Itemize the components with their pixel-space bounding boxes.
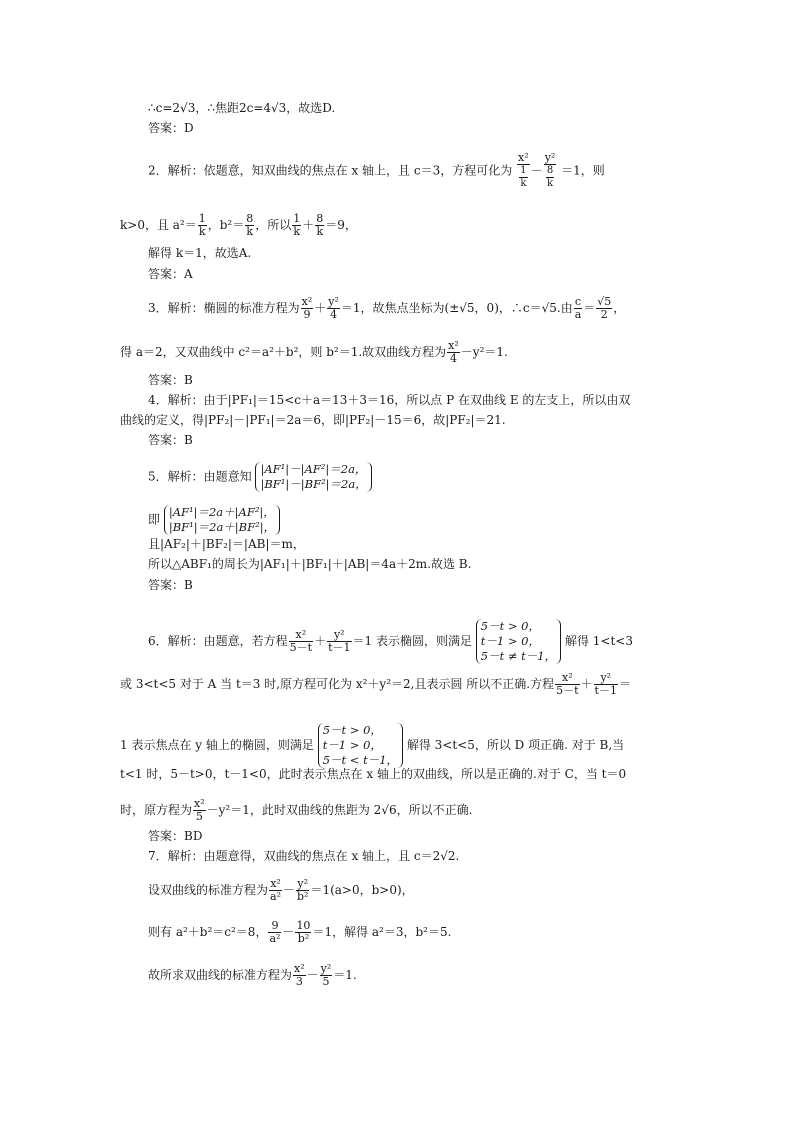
q5-line-4: 所以△ABF₁的周长为|AF₁|＋|BF₁|＋|AB|＝4a＋2m.故选 B.: [148, 557, 472, 571]
fraction: $\frac{\text{y²}}{\text{b²}}$: [297, 877, 309, 903]
fraction: $\frac{\text{x²}}{5}$: [194, 797, 205, 823]
q2-line-1: 2．解析：依题意，知双曲线的焦点在 x 轴上，且 c＝3，方程可化为 x² 1 k － y² 8 k ＝1，则: [148, 151, 605, 189]
equation-system: |AF¹|－|AF²|＝2a， |BF¹|－|BF²|＝2a，: [255, 462, 371, 492]
answer-3: 答案：B: [148, 373, 193, 387]
fraction: $\frac{10}{\text{b²}}$: [296, 919, 311, 945]
q2-line-2: k>0，且 a²＝ $\frac{1}{k}$ ，b²＝ $\frac{8}{k}$ ，所以 $\frac{1}{k}$ ＋ $\frac{8}{k}$ ＝9，: [120, 212, 357, 238]
answer-2: 答案：A: [148, 267, 193, 281]
answer-6: 答案：BD: [148, 829, 203, 843]
fraction: $\frac{8}{k}$: [246, 212, 254, 238]
fraction: $\frac{\text{y²}}{5}$: [320, 962, 332, 988]
q5-line-2: 即 |AF¹|＝2a＋|AF²|， |BF¹|＝2a＋|BF²|，: [148, 505, 280, 535]
answer-5: 答案：B: [148, 578, 193, 592]
q4-line-1: 4．解析：由于|PF₁|＝15<c＋a＝13＋3＝16，所以点 P 在双曲线 E 的左支上，所以由双: [148, 393, 631, 407]
q5-line-1: 5．解析：由题意知 |AF¹|－|AF²|＝2a， |BF¹|－|BF²|＝2a，: [148, 462, 372, 492]
fraction: $\frac{\text{x²}}{\text{a²}}$: [270, 877, 281, 903]
q7-line-2: 设双曲线的标准方程为 $\frac{\text{x²}}{\text{a²}}$ － $\frac{\text{y²}}{\text{b²}}$ ＝1(a>0，b>0)，: [148, 877, 414, 903]
q2-line-3: 解得 k＝1，故选A.: [148, 246, 252, 260]
fraction: $\frac{\text{x²}}{9}$: [301, 295, 313, 321]
q6-line-4: t<1 时，5－t>0，t－1<0，此时表示焦点在 x 轴上的双曲线，所以是正确的.对于 C，当 t＝0: [120, 767, 627, 781]
fraction: $\frac{\text{x²}}{3}$: [294, 962, 305, 988]
q3-line-1: 3．解析：椭圆的标准方程为 $\frac{\text{x²}}{9}$ ＋ $\frac{\text{y²}}{4}$ ＝1，故焦点坐标为(±√5，0)，∴c＝√5.由 $\frac{c}{a}$ ＝ $\frac{√5}{2}$ ，: [148, 295, 626, 321]
q6-line-1: 6．解析：由题意，若方程 $\frac{\text{x²}}{5-t}$ ＋ $\frac{\text{y²}}{t-1}$ ＝1 表示椭圆，则满足 5－t > 0， t－1 > 0， 5－t ≠ t－1， 解得 1<t<3: [148, 619, 633, 663]
fraction: $\frac{\text{x²}}{5-t}$: [556, 671, 579, 697]
fraction: $\frac{√5}{2}$: [597, 295, 612, 321]
fraction: $\frac{c}{a}$: [574, 295, 582, 321]
q2-text-b: ＝1，则: [561, 163, 605, 178]
fraction: $\frac{9}{\text{a²}}$: [269, 919, 281, 945]
fraction: $\frac{\text{x²}}{5-t}$: [289, 628, 313, 654]
fraction: $\frac{\text{y²}}{4}$: [328, 295, 339, 321]
q2-text-a: 2．解析：依题意，知双曲线的焦点在 x 轴上，且 c＝3，方程可化为: [148, 163, 513, 178]
equation-system: 5－t > 0， t－1 > 0， 5－t < t－1，: [318, 723, 403, 768]
fraction: $\frac{\text{y²}}{t-1}$: [328, 628, 351, 654]
q7-line-4: 故所求双曲线的标准方程为 $\frac{\text{x²}}{3}$ － $\frac{\text{y²}}{5}$ ＝1.: [148, 962, 357, 988]
fraction: $\frac{1}{k}$: [293, 212, 301, 238]
fraction: $\frac{\text{y²}}{t-1}$: [594, 671, 617, 697]
fraction: $\frac{8}{k}$: [316, 212, 324, 238]
q4-line-2: 曲线的定义，得|PF₂|－|PF₁|＝2a＝6，即|PF₂|－15＝6，故|PF₂|＝21.: [120, 413, 506, 427]
q5-line-3: 且|AF₂|＋|BF₂|＝|AB|＝m，: [148, 537, 305, 551]
q6-line-5: 时，原方程为 $\frac{\text{x²}}{5}$ －y²＝1，此时双曲线的焦距为 2√6，所以不正确.: [120, 797, 473, 823]
equation-system: |AF¹|＝2a＋|AF²|， |BF¹|＝2a＋|BF²|，: [164, 505, 280, 535]
equation-system: 5－t > 0， t－1 > 0， 5－t ≠ t－1，: [476, 619, 561, 664]
answer-4: 答案：B: [148, 433, 193, 447]
fraction: x² 1 k: [518, 151, 529, 189]
q7-line-3: 则有 a²＋b²＝c²＝8， $\frac{9}{\text{a²}}$ － $\frac{10}{\text{b²}}$ ＝1，解得 a²＝3，b²＝5.: [148, 919, 452, 945]
fraction: $\frac{1}{k}$: [198, 212, 206, 238]
q3-line-2: 得 a＝2，又双曲线中 c²＝a²＋b²，则 b²＝1.故双曲线方程为 $\frac{\text{x²}}{4}$ －y²＝1.: [120, 339, 508, 365]
q6-line-2: 或 3<t<5 对于 A 当 t＝3 时,原方程可化为 x²＋y²＝2,且表示圆 所以不正确.方程 $\frac{\text{x²}}{5-t}$ ＋ $\frac{\text{y²}}{t-1}$ ＝: [120, 671, 631, 697]
line-1: ∴c=2√3，∴焦距2c=4√3，故选D.: [148, 101, 336, 115]
fraction: $\frac{\text{x²}}{4}$: [448, 339, 459, 365]
answer-1: 答案：D: [148, 121, 194, 135]
q7-line-1: 7．解析：由题意得，双曲线的焦点在 x 轴上，且 c＝2√2.: [148, 849, 460, 863]
q6-line-3: 1 表示焦点在 y 轴上的椭圆，则满足 5－t > 0， t－1 > 0， 5－t < t－1， 解得 3<t<5，所以 D 项正确. 对于 B,当: [120, 723, 625, 767]
fraction: y² 8 k: [544, 151, 556, 189]
